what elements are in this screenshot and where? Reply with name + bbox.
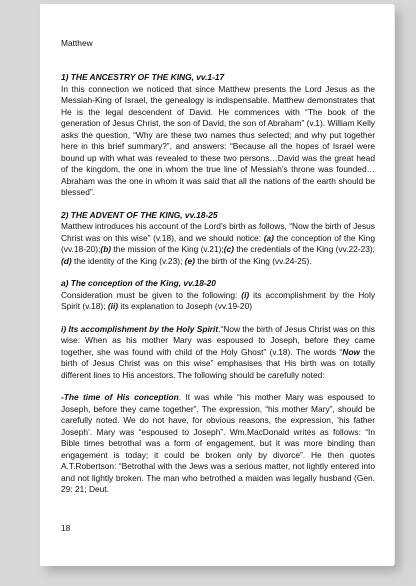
running-head: Matthew: [61, 38, 93, 48]
text-run: . It was while “his mother Mary was espoused to Joseph, before they came together”. The expression, “his mother Mary”, should be carefully noted. We do not have, for obvious reasons, the expression, ‘his father Joseph’. Mary was “espoused to Joseph”. Wm.MacDonald writes as follows: “In Bible times betrothal was a form of engagement, but it was more binding than engagement is today; it could be broken only by divorce”. He then quotes A.T.Robertson: “Betrothal with the Jews was a serious matter, not lightly entered into and not lightly broken. The man who betrothed a maiden was legally husband (Gen. 29: 21; Deut.: [61, 392, 376, 494]
book-page: [40, 4, 395, 566]
list-marker: (ii): [107, 301, 119, 311]
paragraph-gap: [61, 313, 375, 324]
list-marker: (i): [241, 289, 250, 300]
section-heading-ancestry: 1) THE ANCESTRY OF THE KING, vv.1-17: [61, 72, 225, 82]
emphasis-word: Now: [342, 346, 360, 357]
text-run: the conception of the King (vv.18-20);: [61, 232, 375, 254]
list-marker: (a): [263, 232, 274, 243]
text-run: the identity of the King (v.23);: [71, 255, 185, 266]
list-marker: (d): [61, 255, 72, 266]
text-run: its explanation to Joseph (vv.19-20): [118, 301, 253, 311]
run-in-heading: -The time of His conception: [61, 392, 179, 402]
paragraph-gap: [61, 381, 375, 392]
run-in-heading: i) Its accomplishment by the Holy Spirit: [61, 323, 219, 334]
text-run: the mission of the King (v.21);: [111, 244, 224, 254]
text-run: its accomplishment by the Holy Spirit (v.18);: [61, 289, 376, 311]
paragraph-gap: [61, 199, 375, 210]
text-run: Consideration must be given to the following:: [61, 289, 242, 300]
text-run: the birth of the King (vv.24-25).: [194, 255, 312, 266]
paragraph-accomplishment: [61, 324, 375, 382]
paragraph-time-of-conception: [61, 392, 375, 496]
text-run: Matthew introduces his account of the Lord’s birth as follows, “Now the birth of Jesus Christ was on this wise” (v.18), and we should notice:: [61, 221, 375, 243]
text-run: the credentials of the King (vv.22-23);: [233, 244, 375, 254]
body-text: [61, 72, 375, 496]
section-heading-advent: 2) THE ADVENT OF THE KING, vv.18-25: [61, 209, 218, 220]
list-marker: (e): [184, 255, 195, 266]
list-marker: (c): [223, 244, 234, 254]
text-run: .“Now the birth of Jesus Christ was on this wise: When as his mother Mary was espoused to Joseph, before they came together, she was found with child of the Holy Ghost” (v.18). The words “: [61, 323, 375, 357]
page-number: 18: [61, 523, 71, 533]
paragraph-conception: [61, 290, 375, 313]
paragraph-ancestry: In this connection we noticed that since Matthew presents the Lord Jesus as the Messiah-King of Israel, the genealogy is indispensable. Matthew demonstrates that He is the legal descendent of David. He commences with “The book of the generation of Jesus Christ, the son of David, the son of Abraham” (v.1). William Kelly asks the question, “Why are these two names thus selected; and why put together here in this brief summary?”, and answers: “Because all the hopes of Israel were bound up with what was revealed to these two persons…David was the great head of the kingdom, the one in whom the true line of Messiah’s throne was founded…Abraham was the one in whom it was said that all the nations of the earth should be blessed”.: [61, 83, 375, 197]
paragraph-advent: [61, 221, 375, 267]
subsection-heading-conception: a) The conception of the King, vv.18-20: [61, 278, 216, 288]
list-marker: (b): [100, 244, 112, 254]
paragraph-gap: [61, 267, 375, 278]
text-run: the birth of Jesus Christ was on this wise” emphasises that His birth was on totally different lines to His ancestors. The following should be carefully noted:: [61, 346, 375, 380]
